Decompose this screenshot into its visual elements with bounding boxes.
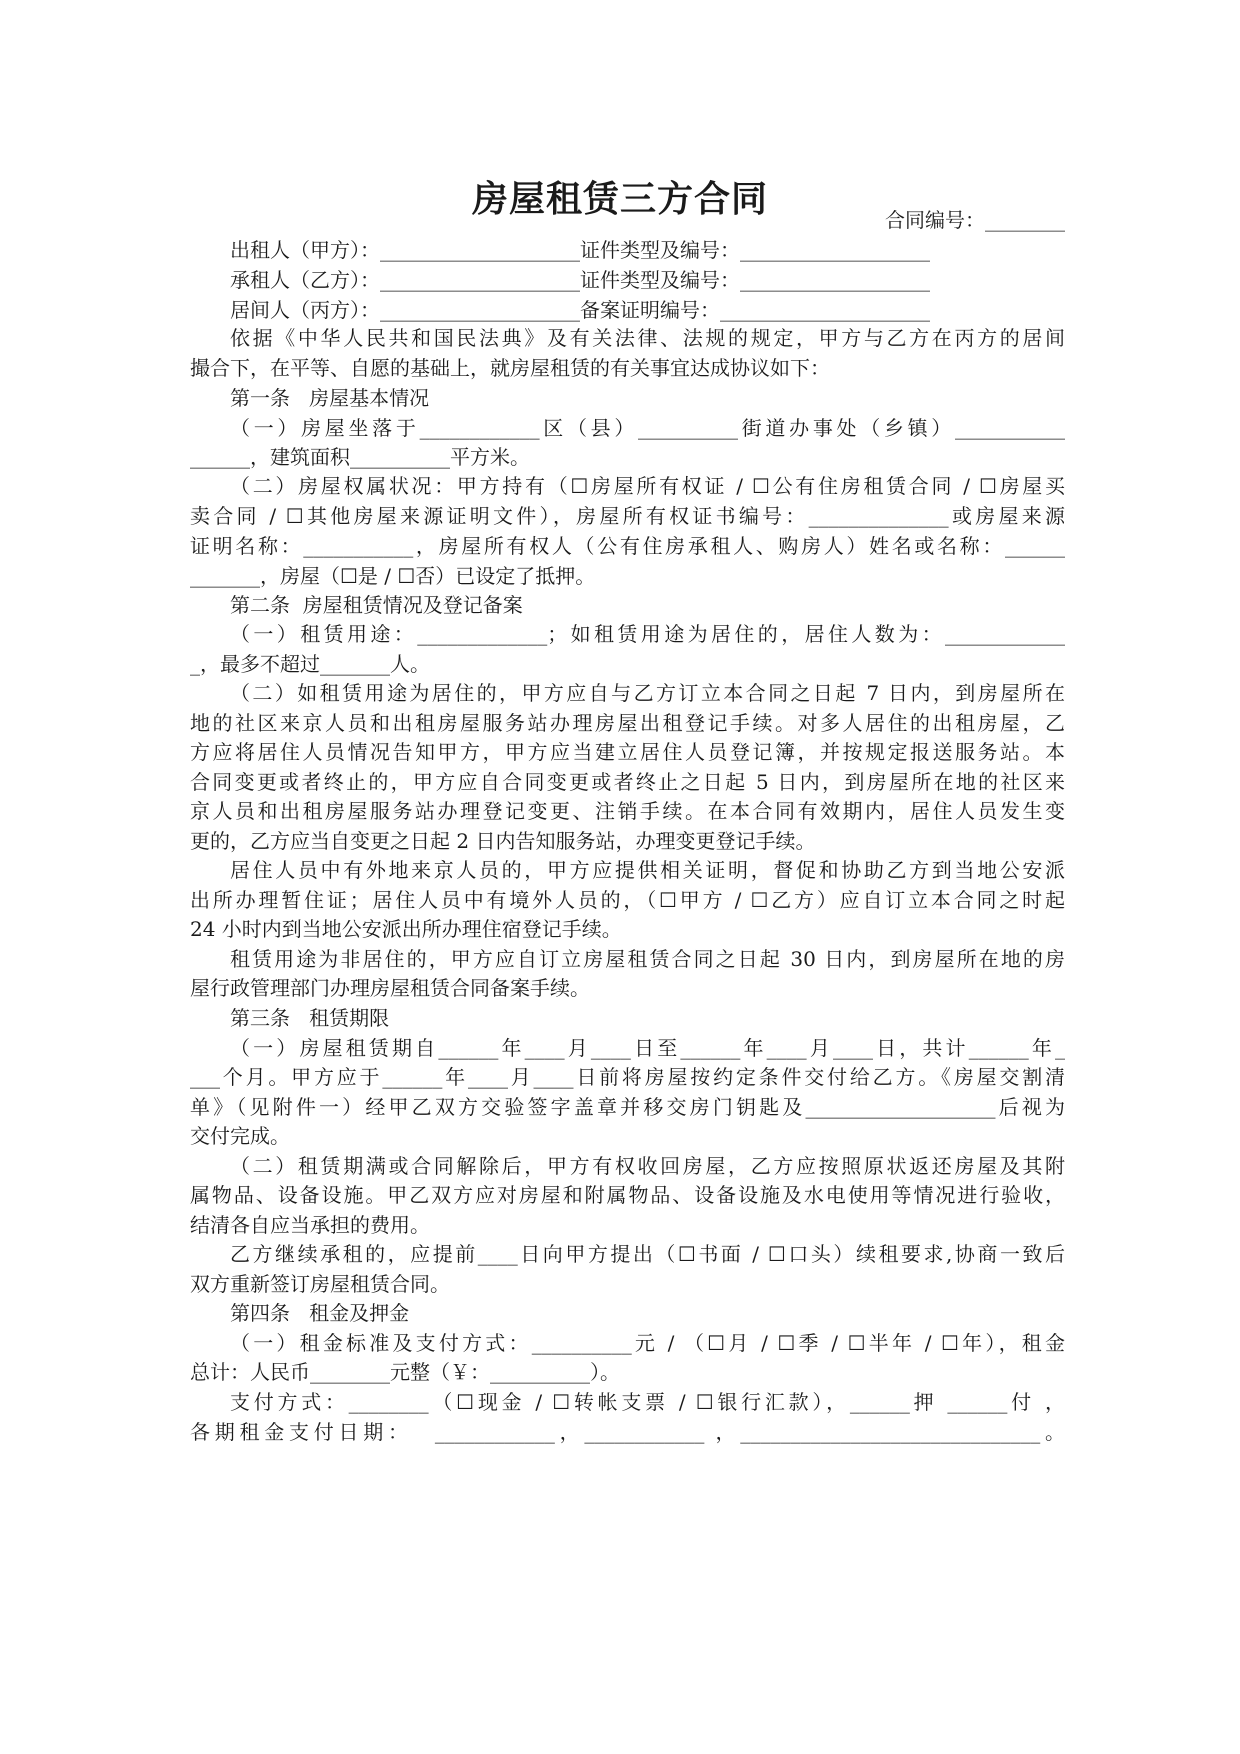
article-1-clause-2-line-3: 证明名称：___________，房屋所有权人（公有住房承租人、购房人）姓名或名称：______	[190, 534, 1065, 558]
article-1-clause-1-line-2: ______，建筑面积__________平方米。	[190, 445, 530, 469]
article-3-clause-1-line-4: 交付完成。	[190, 1124, 290, 1148]
article-1-clause-2-line-1: （二）房屋权属状况：甲方持有（☐房屋所有权证 / ☐公有住房租赁合同 / ☐房屋买	[230, 474, 1065, 498]
article-3-renewal-line-2: 双方重新签订房屋租赁合同。	[190, 1272, 450, 1296]
article-2-clause-2-line-6: 更的，乙方应当自变更之日起 2 日内告知服务站，办理变更登记手续。	[190, 829, 816, 853]
preamble-line-2: 撮合下，在平等、自愿的基础上，就房屋租赁的有关事宜达成协议如下：	[190, 356, 830, 380]
article-3-clause-2-line-1: （二）租赁期满或合同解除后，甲方有权收回房屋，乙方应按照原状返还房屋及其附	[230, 1154, 1065, 1178]
document-title: 房屋租赁三方合同	[471, 179, 768, 220]
article-1-clause-1-line-1: （一）房屋坐落于____________区（县）__________街道办事处（乡镇）___________	[230, 416, 1065, 440]
article-1-clause-2-line-4: _______，房屋（☐是 / ☐否）已设定了抵押。	[190, 564, 596, 588]
article-2-clause-2-line-3: 方应将居住人员情况告知甲方，甲方应当建立居住人员登记簿，并按规定报送服务站。本	[190, 740, 1065, 764]
article-1-heading: 第一条 房屋基本情况	[230, 386, 430, 410]
article-3-clause-1-line-1: （一）房屋租赁期自______年____月____日至______年____月____日，共计______年_	[230, 1036, 1065, 1060]
lessee-line: 承租人（乙方）：____________________证件类型及编号：___________________	[230, 268, 930, 292]
payment-date-line: 各期租金支付日期： ____________，____________ ，______________________________。	[190, 1420, 1065, 1444]
payment-method-line: 支付方式：________（☐现金 / ☐转帐支票 / ☐银行汇款），______押 ______付 ，	[230, 1390, 1065, 1414]
article-2-resident-line-3: 24 小时内到当地公安派出所办理住宿登记手续。	[190, 917, 622, 941]
article-2-resident-line-2: 出所办理暂住证；居住人员中有境外人员的，（☐甲方 / ☐乙方）应自订立本合同之时起	[190, 888, 1065, 912]
article-2-clause-2-line-5: 京人员和出租房屋服务站办理登记变更、注销手续。在本合同有效期内，居住人员发生变	[190, 799, 1065, 823]
article-2-resident-line-1: 居住人员中有外地来京人员的，甲方应提供相关证明，督促和协助乙方到当地公安派	[230, 858, 1065, 882]
article-2-clause-1-line-2: _，最多不超过_______人。	[190, 652, 430, 676]
article-4-heading: 第四条 租金及押金	[230, 1301, 410, 1325]
article-2-clause-2-line-1: （二）如租赁用途为居住的，甲方应自与乙方订立本合同之日起 7 日内，到房屋所在	[230, 681, 1065, 705]
article-3-renewal-line-1: 乙方继续承租的，应提前____日向甲方提出（☐书面 / ☐口头）续租要求,协商一致后	[230, 1242, 1065, 1266]
article-3-clause-1-line-3: 单》（见附件一）经甲乙双方交验签字盖章并移交房门钥匙及___________________后视为	[190, 1095, 1065, 1119]
contract-number-line: 合同编号：________	[885, 208, 1065, 232]
article-2-heading: 第二条 房屋租赁情况及登记备案	[230, 593, 523, 617]
article-2-nonresidential-line-2: 屋行政管理部门办理房屋租赁合同备案手续。	[190, 976, 590, 1000]
article-2-nonresidential-line-1: 租赁用途为非居住的，甲方应自订立房屋租赁合同之日起 30 日内，到房屋所在地的房	[230, 947, 1065, 971]
article-4-clause-1-line-1: （一）租金标准及支付方式：__________元 / （☐月 / ☐季 / ☐半年 / ☐年），租金	[230, 1331, 1065, 1355]
intermediary-line: 居间人（丙方）：____________________备案证明编号：_____________________	[230, 298, 930, 322]
article-3-clause-2-line-3: 结清各自应当承担的费用。	[190, 1213, 430, 1237]
lessor-line: 出租人（甲方）：____________________证件类型及编号：___________________	[230, 238, 930, 262]
article-4-clause-1-line-2: 总计：人民币________元整（￥：__________）。	[190, 1360, 620, 1384]
article-1-clause-2-line-2: 卖合同 / ☐其他房屋来源证明文件），房屋所有权证书编号：______________或房屋来源	[190, 504, 1065, 528]
article-3-clause-1-line-2: ___个月。甲方应于______年____月____日前将房屋按约定条件交付给乙方。《房屋交割清	[190, 1065, 1065, 1089]
article-2-clause-2-line-4: 合同变更或者终止的，甲方应自合同变更或者终止之日起 5 日内，到房屋所在地的社区来	[190, 770, 1065, 794]
article-3-heading: 第三条 租赁期限	[230, 1006, 390, 1030]
article-2-clause-1-line-1: （一）租赁用途：_____________；如租赁用途为居住的，居住人数为：____________	[230, 622, 1065, 646]
article-3-clause-2-line-2: 属物品、设备设施。甲乙双方应对房屋和附属物品、设备设施及水电使用等情况进行验收，	[190, 1183, 1065, 1207]
article-2-clause-2-line-2: 地的社区来京人员和出租房屋服务站办理房屋出租登记手续。对多人居住的出租房屋，乙	[190, 711, 1065, 735]
preamble-line-1: 依据《中华人民共和国民法典》及有关法律、法规的规定，甲方与乙方在丙方的居间	[230, 326, 1065, 350]
